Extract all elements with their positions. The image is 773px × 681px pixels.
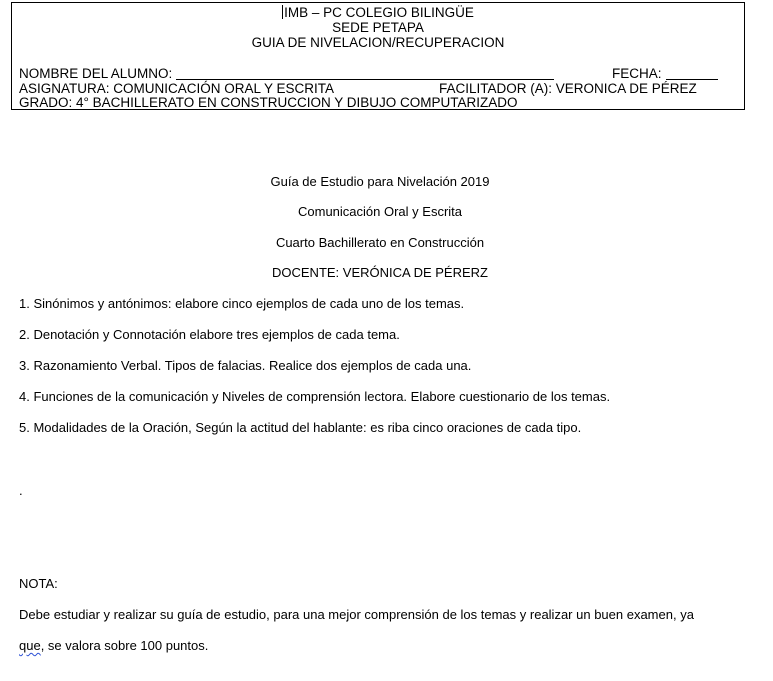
header-guide-title: GUIA DE NIVELACION/RECUPERACION [251,35,505,50]
text-cursor [282,5,283,19]
facilitator-line: FACILITADOR (A): VERONICA DE PÉREZ [439,81,697,96]
stray-period: . [19,483,23,498]
header-school-line [12,5,744,20]
list-item: 5. Modalidades de la Oración, Según la actitud del hablante: es riba cinco oraciones de cada tipo. [19,420,582,435]
spellcheck-flagged-word[interactable]: que [19,638,41,653]
list-item: 1. Sinónimos y antónimos: elabore cinco ejemplos de cada uno de los temas. [19,296,465,311]
document-header-box [11,2,745,110]
teacher-name: DOCENTE: VERÓNICA DE PÉRERZ [272,265,488,280]
list-item: 4. Funciones de la comunicación y Niveles de comprensión lectora. Elabore cuestionario de los temas. [19,389,611,404]
grade-line: GRADO: 4° BACHILLERATO EN CONSTRUCCION Y DIBUJO COMPUTARIZADO [19,95,518,110]
grade-name: Cuarto Bachillerato en Construcción [275,235,485,250]
student-name-label: NOMBRE DEL ALUMNO: [19,66,173,81]
note-label: NOTA: [19,576,58,591]
student-name-field[interactable] [176,79,554,80]
note-text-rest: , se valora sobre 100 puntos. [40,638,209,653]
list-item: 3. Razonamiento Verbal. Tipos de falacias. Realice dos ejemplos de cada una. [19,358,472,373]
date-label: FECHA: [612,66,662,81]
list-item: 2. Denotación y Connotación elabore tres ejemplos de cada tema. [19,327,400,342]
school-name: IMB – PC COLEGIO BILINGÜE [284,5,474,20]
note-text: Debe estudiar y realizar su guía de estudio, para una mejor comprensión de los temas y realizar un buen examen, ya [19,607,694,622]
header-campus: SEDE PETAPA [332,20,424,35]
subject-line: ASIGNATURA: COMUNICACIÓN ORAL Y ESCRITA [19,81,335,96]
study-guide-title: Guía de Estudio para Nivelación 2019 [270,174,490,189]
note-text-continued [19,638,208,653]
course-name: Comunicación Oral y Escrita [298,204,462,219]
date-field[interactable] [666,79,718,80]
